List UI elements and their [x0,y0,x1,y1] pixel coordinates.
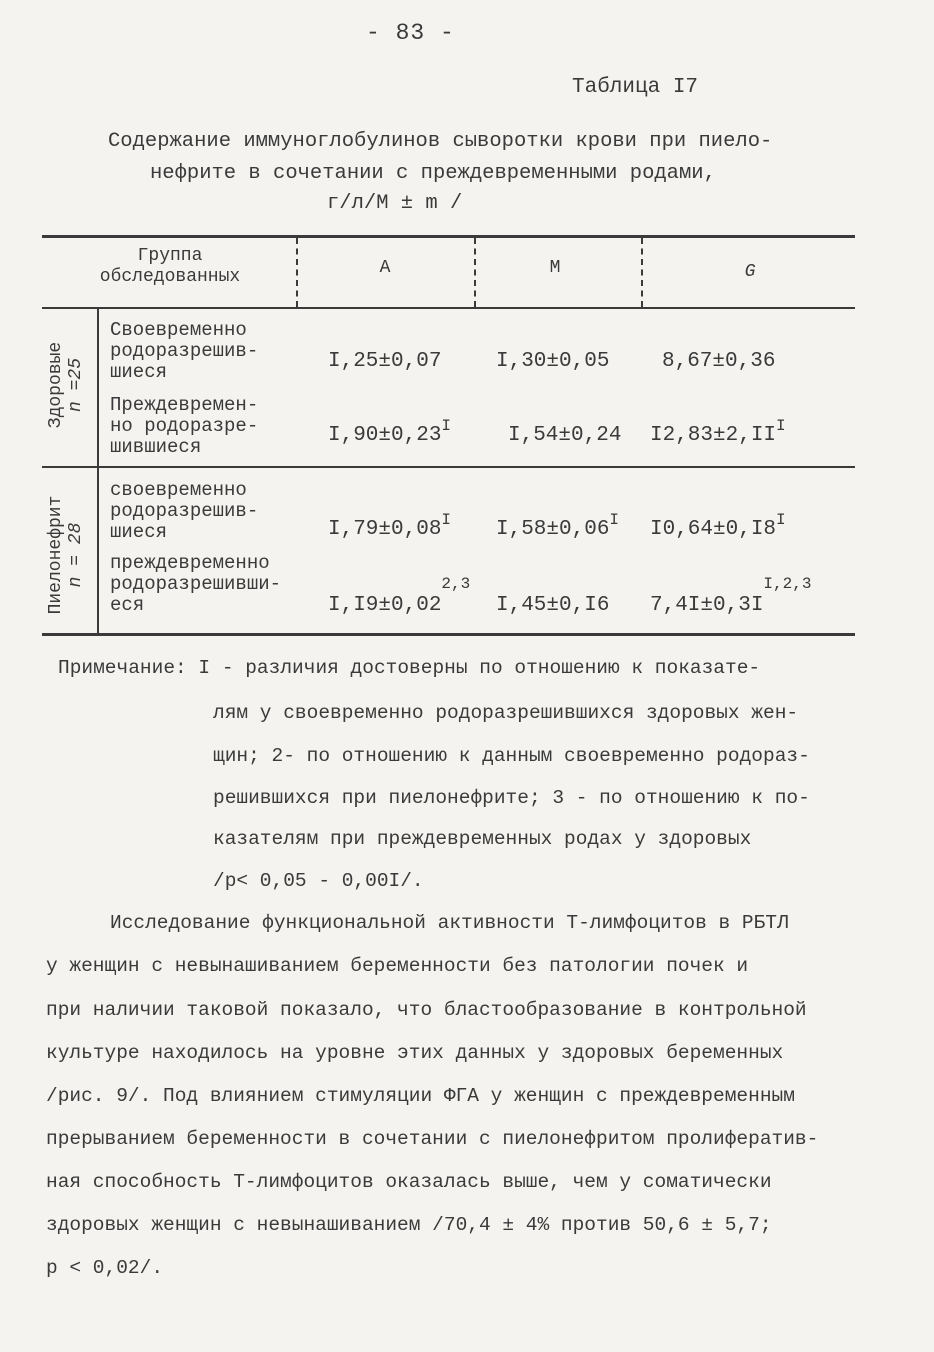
row-label-line: своевременно [110,479,247,501]
cell-g [650,511,786,541]
cell-sup: I [776,511,786,529]
table-label: Таблица I7 [572,76,699,99]
table-header-rule [42,307,855,309]
table-caption-line-3: г/л/М ± m / [327,192,463,215]
cell-g [662,350,775,373]
note-line-3: щин; 2- по отношению к данным своевременно родораз- [213,745,810,767]
cell-value: I,I9±0,02 [328,594,442,617]
table-bottom-rule [42,633,855,636]
page-number: - 83 - [366,20,455,46]
cell-g [650,575,812,617]
group-label-healthy [46,315,86,455]
cell-sup: 2,3 [441,575,471,593]
cell-sup: I [441,511,452,529]
cell-a [328,417,452,447]
row-label-line: родоразрешив- [110,340,259,362]
cell-value: 7,4I±0,3I [650,594,764,617]
row-label-line: шившиеся [110,436,202,458]
paragraph-line-1: Исследование функциональной активности Т-лимфоцитов в РБТЛ [110,912,789,934]
cell-sup: I [609,511,620,529]
row-label-line: шиеся [110,361,168,383]
row-label [110,320,258,383]
header-divider-1 [296,238,298,307]
group-label-pyelonephritis [46,480,86,630]
paragraph-line-8: здоровых женщин с невынашиванием /70,4 ± 4% против 50,6 ± 5,7; [46,1214,772,1236]
note-line-5: казателям при преждевременных родах у здоровых [213,828,752,850]
cell-m [496,594,609,617]
cell-value: I,25±0,07 [328,350,442,373]
header-col-a: А [379,258,391,278]
header-group [60,246,280,288]
header-col-m: М [549,258,561,278]
row-label [110,553,281,616]
cell-value: I0,64±0,I8 [650,518,777,541]
row-label-line: шиеся [110,521,168,543]
row-label-line: родоразрешив- [110,500,259,522]
group-name: Пиелонефрит [46,495,66,615]
header-col-g: G [744,262,756,282]
row-label-line: Преждевремен- [110,394,259,416]
cell-sup: I,2,3 [763,575,812,593]
paragraph-line-4: культуре находилось на уровне этих данных у здоровых беременных [46,1042,784,1064]
paragraph-line-5: /рис. 9/. Под влиянием стимуляции ФГА у женщин с преждевременным [46,1085,795,1107]
cell-a [328,511,452,541]
cell-a [328,350,441,373]
cell-value: I,45±0,I6 [496,594,610,617]
paragraph-line-9: р < 0,02/. [46,1257,164,1279]
group-n: n =25 [66,358,86,413]
row-label-line: но родоразре- [110,415,259,437]
cell-value: I,58±0,06 [496,518,610,541]
note-line-4: решившихся при пиелонефрите; 3 - по отношению к по- [213,787,810,809]
note-line-6: /р< 0,05 - 0,00I/. [213,870,424,892]
table-top-rule [42,235,855,238]
cell-m [496,350,609,373]
row-label-line: родоразрешивши- [110,573,282,595]
header-divider-3 [641,238,643,307]
paragraph-line-2: у женщин с невынашиванием беременности без патологии почек и [46,955,749,977]
cell-m [508,424,621,447]
paragraph-line-6: прерыванием беременности в сочетании с пиелонефритом пролифератив- [46,1128,819,1150]
cell-value: I,54±0,24 [508,424,622,447]
cell-value: I,30±0,05 [496,350,610,373]
header-group-line-2: обследованных [99,267,241,287]
cell-sup: I [441,417,452,435]
cell-m [496,511,620,541]
header-divider-2 [474,238,476,307]
cell-sup: I [776,417,786,435]
note-line-2: лям у своевременно родоразрешившихся здоровых жен- [213,702,799,724]
group-divider [97,309,99,633]
row-label [110,480,258,543]
group-name: Здоровые [46,341,66,429]
row-label [110,395,258,458]
note-line-1: Примечание: I - различия достоверны по отношению к показате- [58,657,761,679]
table-caption-line-2: нефрите в сочетании с преждевременными родами, [150,162,716,185]
table-caption-line-1: Содержание иммуноглобулинов сыворотки крови при пиело- [108,130,773,153]
row-label-line: преждевременно [110,552,270,574]
table-group-rule [42,466,855,468]
paragraph-line-7: ная способность Т-лимфоцитов оказалась выше, чем у соматически [46,1171,772,1193]
cell-g [650,417,786,447]
group-n: n = 28 [66,522,86,588]
cell-value: I,79±0,08 [328,518,442,541]
header-group-line-1: Группа [137,246,203,266]
row-label-line: Своевременно [110,319,247,341]
cell-a [328,575,471,617]
cell-value: I,90±0,23 [328,424,442,447]
cell-value: 8,67±0,36 [662,350,776,373]
cell-value: I2,83±2,II [650,424,777,447]
row-label-line: еся [110,594,145,616]
paragraph-line-3: при наличии таковой показало, что бластообразование в контрольной [46,999,807,1021]
